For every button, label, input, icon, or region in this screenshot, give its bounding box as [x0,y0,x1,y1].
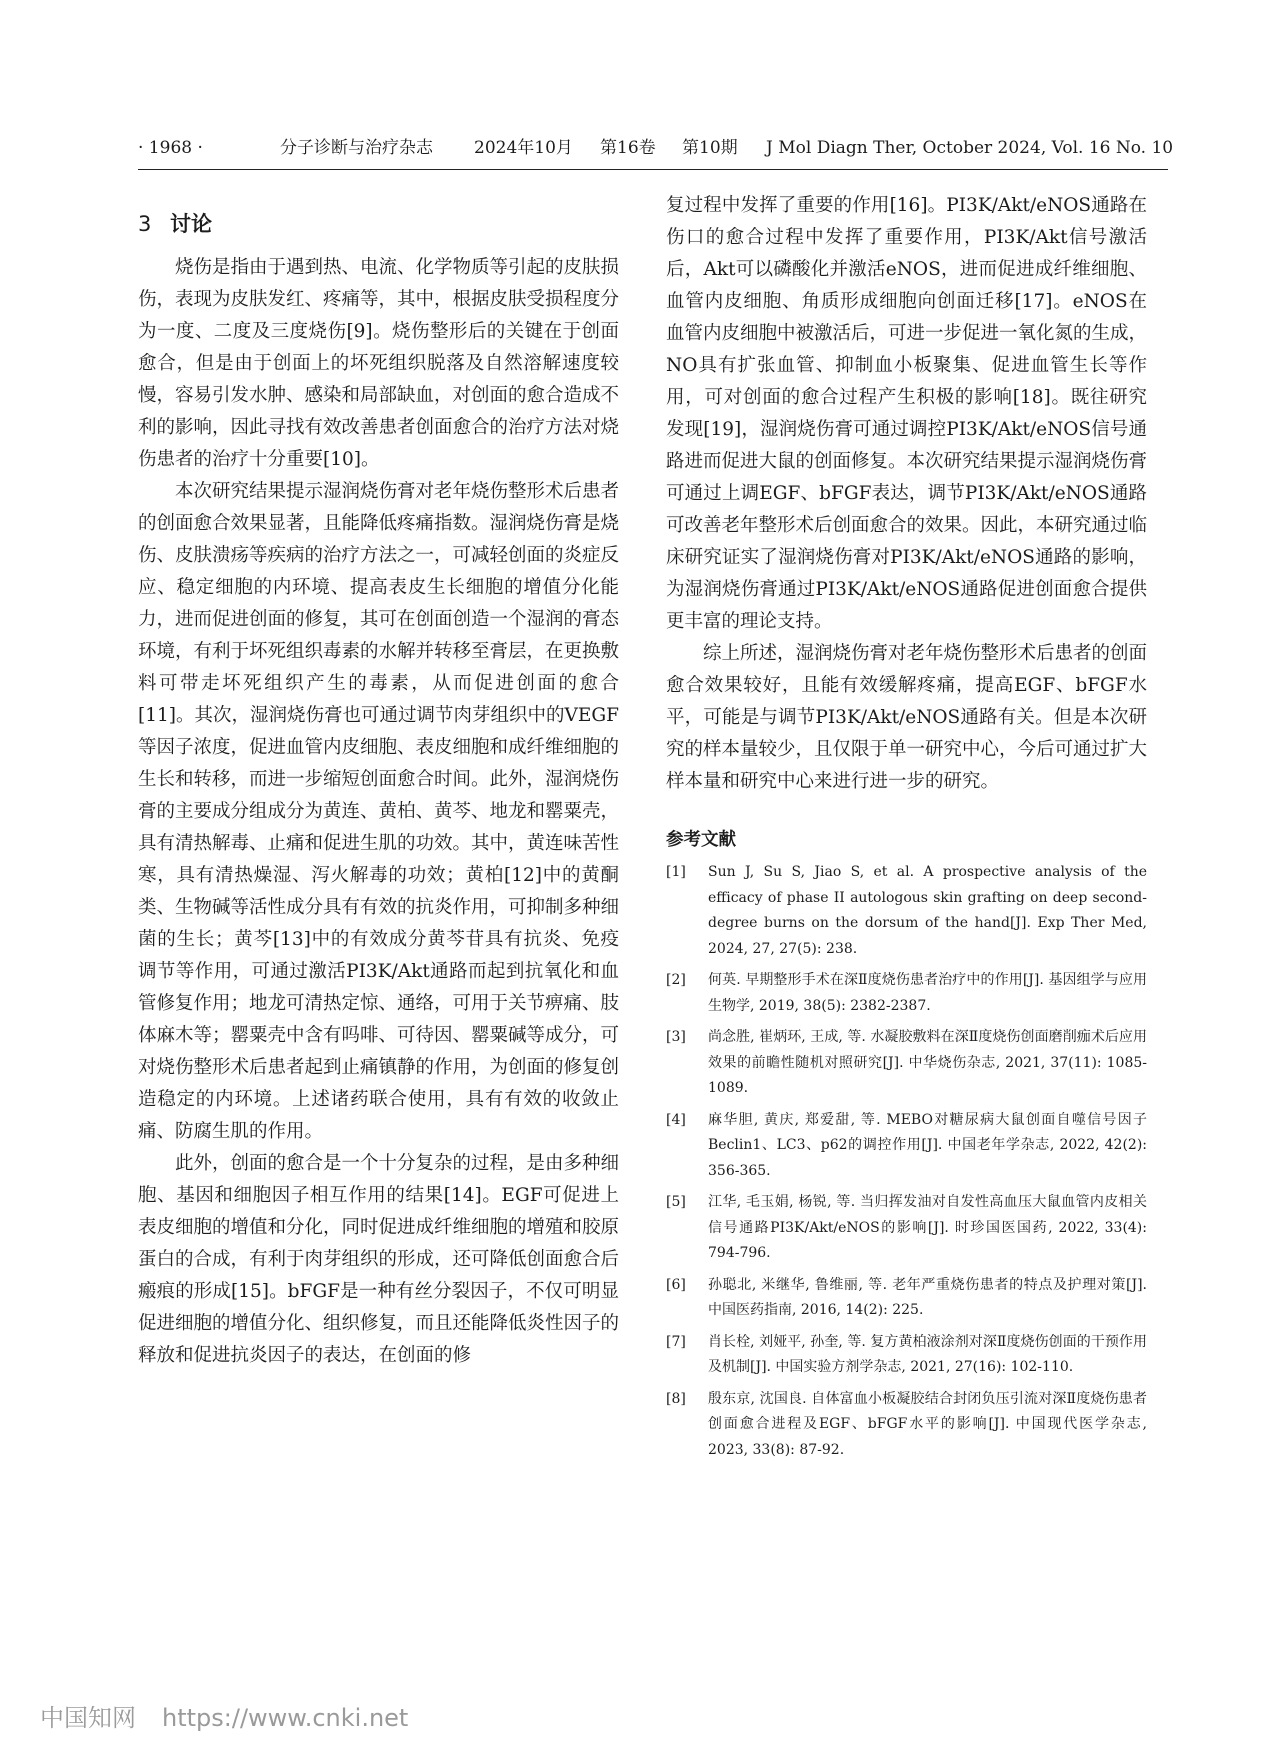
cnki-watermark [40,1698,408,1733]
reference-item [666,1387,1147,1464]
volume: 第16卷 [600,138,656,158]
reference-text: 殷东京, 沈国良. 自体富血小板凝胶结合封闭负压引流对深Ⅱ度烧伤患者创面愈合进程及EGF、bFGF水平的影响[J]. 中国现代医学杂志, 2023, 33(8): 87-92. [708,1390,1147,1458]
reference-number: [3] [666,1029,686,1045]
reference-number: [6] [666,1276,686,1293]
watermark-url: https://www.cnki.net [162,1704,409,1732]
reference-item [666,1190,1147,1267]
paragraph: 复过程中发挥了重要的作用[16]。PI3K/Akt/eNOS通路在伤口的愈合过程中发挥了重要作用，PI3K/Akt信号激活后，Akt可以磷酸化并激活eNOS，进而促进成纤维细胞、血管内皮细胞、角质形成细胞向创面迁移[17]。eNOS在血管内皮细胞中被激活后，可进一步促进一氧化氮的生成，NO具有扩张血管、抑制血小板聚集、促进血管生长等作用，可对创面的愈合过程产生积极的影响[18]。既往研究发现[19]，湿润烧伤膏可通过调控PI3K/Akt/eNOS信号通路进而促进大鼠的创面修复。本次研究结果提示湿润烧伤膏可通过上调EGF、bFGF表达，调节PI3K/Akt/eNOS通路可改善老年整形术后创面愈合的效果。因此，本研究通过临床研究证实了湿润烧伤膏对PI3K/Akt/eNOS通路的影响，为湿润烧伤膏通过PI3K/Akt/eNOS通路促进创面愈合提供更丰富的理论支持。 [666,195,1148,632]
reference-number: [5] [666,1194,686,1210]
reference-text: 孙聪北, 米继华, 鲁维丽, 等. 老年严重烧伤患者的特点及护理对策[J]. 中国医药指南, 2016, 14(2): 225. [708,1276,1147,1318]
reference-text: 尚念胜, 崔炳环, 王成, 等. 水凝胶敷料在深Ⅱ度烧伤创面磨削痂术后应用效果的前瞻性随机对照研究[J]. 中华烧伤杂志, 2021, 37(11): 1085-1089. [708,1029,1147,1096]
section-heading [138,204,619,244]
issue: 第10期 [682,138,738,158]
reference-list [666,860,1147,1463]
paragraph: 本次研究结果提示湿润烧伤膏对老年烧伤整形术后患者的创面愈合效果显著，且能降低疼痛指数。湿润烧伤膏是烧伤、皮肤溃疡等疾病的治疗方法之一，可减轻创面的炎症反应、稳定细胞的内环境、提高表皮生长细胞的增值分化能力，进而促进创面的修复，其可在创面创造一个湿润的膏态环境，有利于坏死组织毒素的水解并转移至膏层，在更换敷料可带走坏死组织产生的毒素，从而促进创面的愈合[11]。其次，湿润烧伤膏也可通过调节肉芽组织中的VEGF等因子浓度，促进血管内皮细胞、表皮细胞和成纤维细胞的生长和转移，而进一步缩短创面愈合时间。此外，湿润烧伤膏的主要成分组成分为黄连、黄柏、黄芩、地龙和罂粟壳，具有清热解毒、止痛和促进生肌的功效。其中，黄连味苦性寒，具有清热燥湿、泻火解毒的功效；黄柏[12]中的黄酮类、生物碱等活性成分具有有效的抗炎作用，可抑制多种细菌的生长；黄芩[13]中的有效成分黄芩苷具有抗炎、免疫调节等作用，可通过激活PI3K/Akt通路而起到抗氧化和血管修复作用；地龙可清热定惊、通络，可用于关节痹痛、肢体麻木等；罂粟壳中含有吗啡、可待因、罂粟碱等成分，可对烧伤整形术后患者起到止痛镇静的作用，为创面的修复创造稳定的内环境。上述诸药联合使用，具有有效的收敛止痛、防腐生肌的作用。 [138,481,620,1142]
section-number: 3 [138,212,152,236]
reference-item [666,860,1147,962]
reference-item [666,1108,1147,1185]
reference-item [666,1330,1147,1381]
reference-text: 何英. 早期整形手术在深Ⅱ度烧伤患者治疗中的作用[J]. 基因组学与应用生物学, 2019, 38(5): 2382-2387. [708,972,1147,1014]
reference-number: [2] [666,972,686,988]
reference-number: [4] [666,1111,686,1128]
reference-text: 江华, 毛玉娟, 杨锐, 等. 当归挥发油对自发性高血压大鼠血管内皮相关信号通路PI3K/Akt/eNOS的影响[J]. 时珍国医国药, 2022, 33(4): 794-796. [708,1194,1147,1261]
reference-number: [7] [666,1333,686,1350]
reference-number: [1] [666,864,686,880]
journal-title-cn: 分子诊断与治疗杂志 [280,138,433,158]
reference-item [666,1273,1147,1324]
reference-text: 肖长栓, 刘娅平, 孙奎, 等. 复方黄柏液涂剂对深Ⅱ度烧伤创面的干预作用及机制[J]. 中国实验方剂学杂志, 2021, 27(16): 102-110. [708,1333,1147,1375]
running-header [138,128,1174,168]
paragraph: 烧伤是指由于遇到热、电流、化学物质等引起的皮肤损伤，表现为皮肤发红、疼痛等，其中，根据皮肤受损程度分为一度、二度及三度烧伤[9]。烧伤整形后的关键在于创面愈合，但是由于创面上的坏死组织脱落及自然溶解速度较慢，容易引发水肿、感染和局部缺血，对创面的愈合造成不利的影响，因此寻找有效改善患者创面愈合的治疗方法对烧伤患者的治疗十分重要[10]。 [138,257,620,470]
paragraph: 综上所述，湿润烧伤膏对老年烧伤整形术后患者的创面愈合效果较好，且能有效缓解疼痛，提高EGF、bFGF水平，可能是与调节PI3K/Akt/eNOS通路有关。但是本次研究的样本量较少，且仅限于单一研究中心，今后可通过扩大样本量和研究中心来进行进一步的研究。 [666,643,1148,792]
reference-number: [8] [666,1390,686,1407]
left-column [138,190,619,1372]
reference-text: 麻华胆, 黄庆, 郑爱甜, 等. MEBO对糖尿病大鼠创面自噬信号因子Beclin1、LC3、p62的调控作用[J]. 中国老年学杂志, 2022, 42(2): 356-365. [708,1111,1147,1179]
issue-date: 2024年10月 [474,138,573,158]
right-column [666,190,1147,1469]
header-rule [138,169,1168,170]
references-heading: 参考文献 [666,830,736,850]
watermark-brand: 中国知网 [40,1704,136,1732]
reference-item [666,968,1147,1019]
section-title: 讨论 [170,212,212,236]
paragraph: 此外，创面的愈合是一个十分复杂的过程，是由多种细胞、基因和细胞因子相互作用的结果[14]。EGF可促进上表皮细胞的增值和分化，同时促进成纤维细胞的增殖和胶原蛋白的合成，有利于肉芽组织的形成，还可降低创面愈合后瘢痕的形成[15]。bFGF是一种有丝分裂因子，不仅可明显促进细胞的增值分化、组织修复，而且还能降低炎性因子的释放和促进抗炎因子的表达，在创面的修 [138,1153,620,1366]
page-number: · 1968 · [138,138,203,158]
journal-title-en: J Mol Diagn Ther, October 2024, Vol. 16 No. 10 [766,138,1174,158]
reference-item [666,1025,1147,1102]
reference-text: Sun J, Su S, Jiao S, et al. A prospective analysis of the efficacy of phase II autologous skin grafting on deep second-degree burns on the dorsum of the hand[J]. Exp Ther Med, 2024, 27, 27(5): 238. [708,864,1147,957]
